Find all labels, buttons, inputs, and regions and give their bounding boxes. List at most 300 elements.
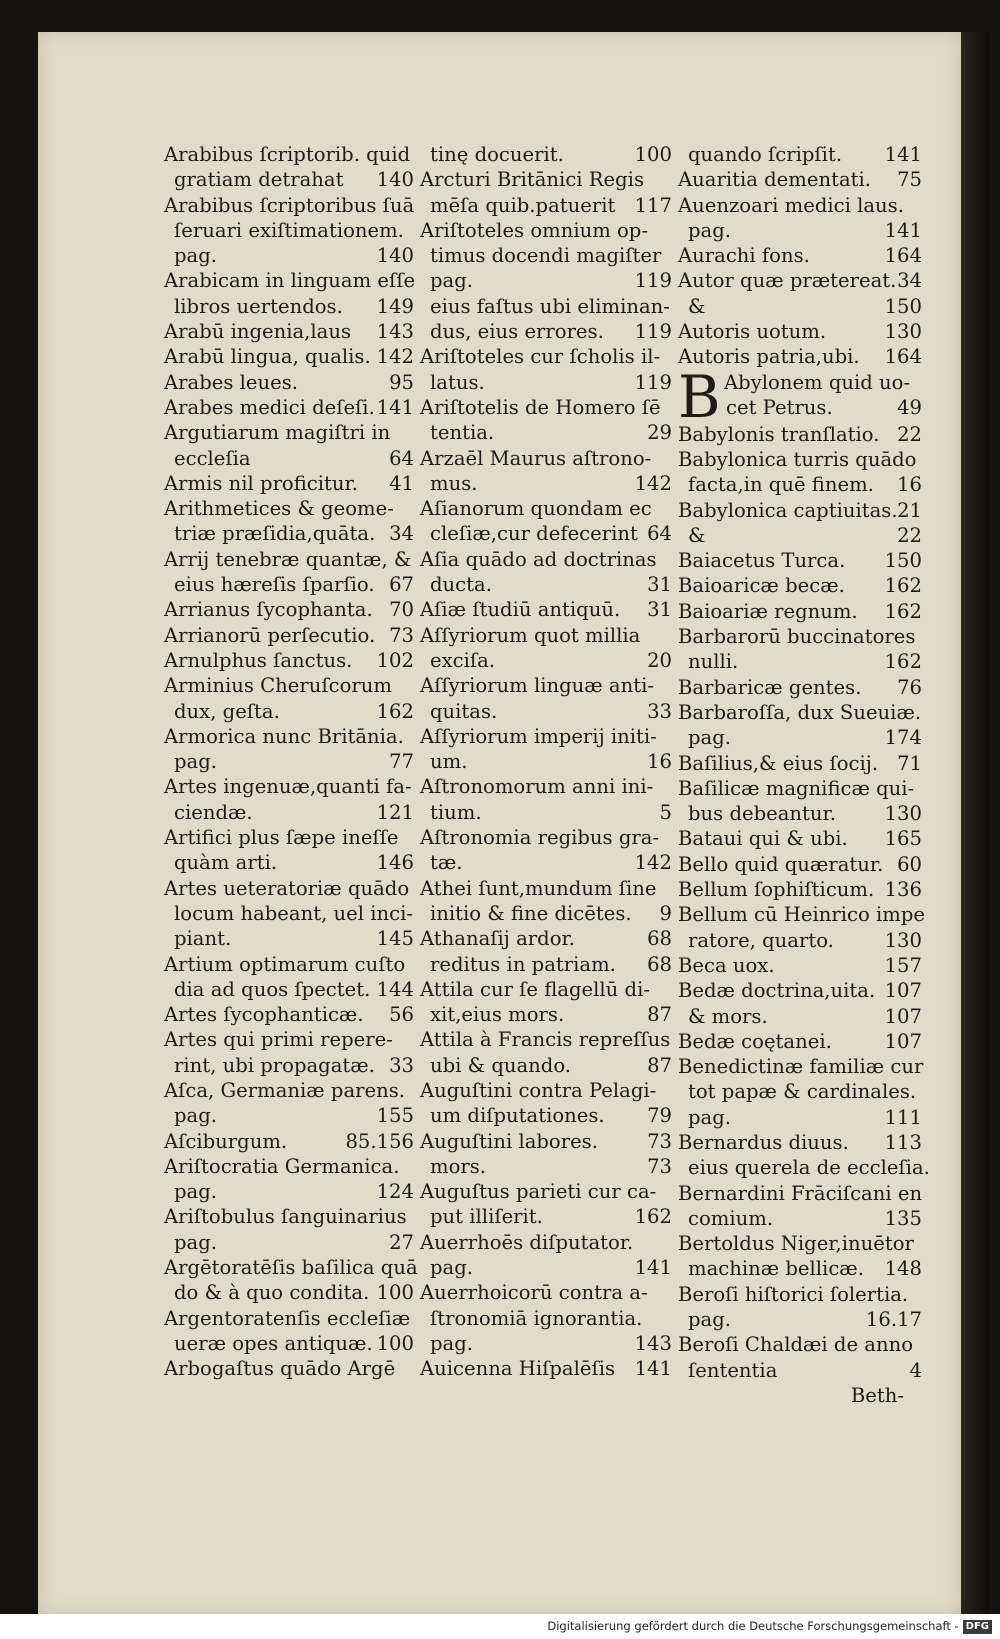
entry-line bbox=[420, 597, 672, 622]
entry-text: Arrianus ſycophanta. bbox=[164, 598, 373, 622]
entry-text: Arzaēl Maurus aſtrono- bbox=[420, 446, 652, 470]
entry-text: gratiam detrahat bbox=[174, 168, 344, 192]
entry-line bbox=[678, 294, 922, 319]
entry-text: dux, geſta. bbox=[174, 699, 280, 723]
entry-text: Auaritia dementati. bbox=[678, 168, 871, 192]
entry-text: Bedæ coętanei. bbox=[678, 1029, 832, 1053]
entry-text: pag. bbox=[174, 1104, 217, 1128]
entry-line bbox=[678, 472, 922, 497]
entry-line bbox=[678, 422, 922, 447]
entry-line bbox=[678, 268, 922, 293]
entry-text: eccleſia bbox=[174, 446, 251, 470]
entry-text: triæ præſidia,quāta. bbox=[174, 522, 376, 546]
page-number: 71 bbox=[897, 751, 922, 775]
entry-text: pag. bbox=[688, 218, 731, 242]
entry-line bbox=[420, 926, 672, 951]
entry-line bbox=[420, 724, 672, 749]
entry-text: nulli. bbox=[688, 650, 739, 674]
entry-text: Bello quid quæratur. bbox=[678, 852, 884, 876]
page-number: 130 bbox=[884, 320, 922, 344]
entry-line bbox=[164, 294, 414, 319]
entry-line bbox=[678, 218, 922, 243]
entry-text: mors. bbox=[430, 1154, 487, 1178]
page-number: 22 bbox=[897, 422, 922, 446]
page-number: 162 bbox=[884, 650, 922, 674]
page-number: 130 bbox=[884, 928, 922, 952]
entry-text: xit,eius mors. bbox=[430, 1003, 565, 1027]
entry-text: mus. bbox=[430, 471, 478, 495]
entry-text: dus, eius errores. bbox=[430, 320, 604, 344]
page-number: 31 bbox=[647, 598, 672, 622]
entry-text: quando ſcripſit. bbox=[688, 143, 843, 166]
entry-line bbox=[678, 953, 922, 978]
page-number: 68 bbox=[647, 927, 672, 951]
page-number: 164 bbox=[884, 244, 922, 268]
entry-line bbox=[164, 572, 414, 597]
page-number: 27 bbox=[389, 1230, 414, 1254]
dropcap-entry bbox=[678, 362, 922, 431]
entry-text: quàm arti. bbox=[174, 851, 278, 875]
catchword: Beth- bbox=[850, 1383, 904, 1407]
entry-line bbox=[678, 1358, 922, 1383]
page-number: 75 bbox=[897, 168, 922, 192]
page-number: 64 bbox=[647, 522, 672, 546]
entry-line bbox=[420, 673, 672, 698]
entry-line bbox=[164, 977, 414, 1002]
entry-line: Abylonem quid uo- bbox=[724, 370, 911, 394]
entry-text: do & à quo condita. bbox=[174, 1281, 370, 1305]
entry-line bbox=[420, 623, 672, 648]
entry-text: Bernardus diuus. bbox=[678, 1130, 849, 1154]
page-number: 107 bbox=[884, 979, 922, 1003]
entry-line bbox=[420, 521, 672, 546]
entry-line bbox=[678, 1256, 922, 1281]
entry-line bbox=[678, 776, 922, 801]
entry-line bbox=[164, 1179, 414, 1204]
entry-line bbox=[420, 294, 672, 319]
page-number: 31 bbox=[647, 573, 672, 597]
page-number: 9 bbox=[659, 901, 672, 925]
entry-line bbox=[164, 395, 414, 420]
entry-text: Arrij tenebræ quantæ, & bbox=[164, 547, 412, 571]
entry-line bbox=[164, 1154, 414, 1179]
footer-text: Digitalisierung gefördert durch die Deutsche Forschungsgemeinschaft - bbox=[547, 1619, 959, 1633]
entry-text: Bernardini Frāciſcani en bbox=[678, 1181, 923, 1205]
entry-line bbox=[164, 142, 414, 167]
page-number: 162 bbox=[634, 1205, 672, 1229]
entry-line bbox=[420, 243, 672, 268]
page-number: 16 bbox=[897, 473, 922, 497]
entry-line bbox=[678, 1079, 922, 1104]
entry-text: Auenzoari medici laus. bbox=[678, 193, 904, 217]
entry-line bbox=[678, 523, 922, 548]
entry-line bbox=[164, 648, 414, 673]
entry-line bbox=[164, 1053, 414, 1078]
entry-line bbox=[420, 167, 672, 192]
entry-line bbox=[678, 1282, 922, 1307]
entry-text: um. bbox=[430, 750, 468, 774]
entry-line bbox=[164, 1230, 414, 1255]
page-number: 70 bbox=[389, 598, 414, 622]
entry-line bbox=[164, 547, 414, 572]
entry-text: initio & fine dicētes. bbox=[430, 901, 632, 925]
entry-line bbox=[678, 1231, 922, 1256]
entry-text: pag. bbox=[430, 1256, 473, 1280]
page-number: 141 bbox=[376, 395, 414, 419]
entry-line bbox=[420, 319, 672, 344]
entry-line bbox=[678, 675, 922, 700]
entry-line bbox=[164, 1103, 414, 1128]
entry-line bbox=[420, 395, 672, 420]
entry-line bbox=[420, 193, 672, 218]
entry-line bbox=[164, 1331, 414, 1356]
entry-line bbox=[420, 446, 672, 471]
entry-line bbox=[420, 420, 672, 445]
page-number: 145 bbox=[376, 927, 414, 951]
page-number: 140 bbox=[376, 168, 414, 192]
entry-line bbox=[420, 977, 672, 1002]
entry-text: Aſca, Germaniæ parens. bbox=[164, 1078, 406, 1102]
entry-text: Arminius Cheruſcorum bbox=[164, 674, 392, 698]
page-number: 87 bbox=[647, 1053, 672, 1077]
entry-text: Beca uox. bbox=[678, 953, 775, 977]
entry-text: Arithmetices & geome- bbox=[164, 497, 394, 521]
entry-text: Attila cur ſe flagellū di- bbox=[420, 977, 650, 1001]
entry-text: Aſiæ ſtudiū antiquū. bbox=[420, 598, 621, 622]
entry-text: Autoris uotum. bbox=[678, 320, 827, 344]
entry-line bbox=[164, 167, 414, 192]
page-number: 117 bbox=[634, 193, 672, 217]
entry-line bbox=[420, 1053, 672, 1078]
entry-line bbox=[420, 749, 672, 774]
page-number: 164 bbox=[884, 345, 922, 369]
entry-text: locum habeant, uel inci- bbox=[174, 901, 413, 925]
entry-line bbox=[164, 1027, 414, 1052]
entry-line bbox=[164, 749, 414, 774]
entry-line bbox=[420, 344, 672, 369]
index-column-3-b-entries bbox=[678, 422, 930, 1383]
entry-text: bus debeantur. bbox=[688, 802, 836, 826]
entry-text: tentia. bbox=[430, 421, 495, 445]
entry-line bbox=[164, 850, 414, 875]
entry-line bbox=[164, 724, 414, 749]
entry-text: put illiſerit. bbox=[430, 1205, 543, 1229]
page-number: 121 bbox=[376, 800, 414, 824]
entry-line bbox=[164, 1204, 414, 1229]
entry-line bbox=[164, 1002, 414, 1027]
entry-line bbox=[164, 623, 414, 648]
page-number: 142 bbox=[634, 471, 672, 495]
page-number: 119 bbox=[634, 269, 672, 293]
entry-text: Argentoratenſis eccleſiæ bbox=[164, 1306, 411, 1330]
entry-text: Arabes leues. bbox=[164, 370, 298, 394]
page-number: 73 bbox=[647, 1154, 672, 1178]
entry-text: pag. bbox=[174, 244, 217, 268]
entry-text: reditus in patriam. bbox=[430, 952, 616, 976]
entry-line bbox=[678, 826, 922, 851]
page-number: 73 bbox=[647, 1129, 672, 1153]
dropcap-letter: B bbox=[678, 362, 721, 431]
entry-text: pag. bbox=[174, 1230, 217, 1254]
entry-text: Arabū lingua, qualis. bbox=[164, 345, 371, 369]
entry-text: Aſianorum quondam ec bbox=[420, 497, 652, 521]
entry-text: & bbox=[688, 294, 706, 318]
page-number: 141 bbox=[884, 218, 922, 242]
entry-text: Barbaroſſa, dux Sueuiæ. bbox=[678, 700, 922, 724]
page-number: 111 bbox=[884, 1105, 922, 1129]
page-number: 33 bbox=[389, 1053, 414, 1077]
entry-text: timus docendi magiſter bbox=[430, 244, 662, 268]
entry-line bbox=[164, 193, 414, 218]
entry-line bbox=[164, 344, 414, 369]
entry-text: Barbarorū buccinatores bbox=[678, 625, 916, 649]
entry-line bbox=[678, 1004, 922, 1029]
page-number: 143 bbox=[376, 320, 414, 344]
entry-text: Aſtronomia regibus gra- bbox=[420, 826, 660, 850]
page-number: 119 bbox=[634, 370, 672, 394]
entry-text: Armis nil proficitur. bbox=[164, 471, 358, 495]
entry-text: Beroſi Chaldæi de anno bbox=[678, 1333, 914, 1357]
entry-text: & mors. bbox=[688, 1004, 768, 1028]
entry-text: Bertoldus Niger,inuētor bbox=[678, 1232, 914, 1256]
entry-text: Auguſtini labores. bbox=[420, 1129, 598, 1153]
entry-line bbox=[420, 876, 672, 901]
entry-line bbox=[164, 319, 414, 344]
page-number: 34 bbox=[389, 522, 414, 546]
entry-line bbox=[678, 167, 922, 192]
entry-text: Argutiarum magiſtri in bbox=[164, 421, 391, 445]
entry-text: Artifici plus ſæpe ineſſe bbox=[164, 826, 399, 850]
entry-text: Artium optimarum cuſto bbox=[164, 952, 406, 976]
entry-text: quitas. bbox=[430, 699, 498, 723]
entry-line bbox=[678, 978, 922, 1003]
entry-text: Benedictinæ familiæ cur bbox=[678, 1055, 924, 1079]
page-number: 56 bbox=[389, 1003, 414, 1027]
entry-line bbox=[420, 1255, 672, 1280]
page-number: 100 bbox=[634, 143, 672, 166]
entry-line bbox=[420, 825, 672, 850]
entry-line bbox=[678, 801, 922, 826]
page-number: 157 bbox=[884, 953, 922, 977]
page-number: 162 bbox=[376, 699, 414, 723]
entry-line bbox=[420, 218, 672, 243]
entry-text: Auguſtini contra Pelagi- bbox=[420, 1078, 657, 1102]
entry-text: tot papæ & cardinales. bbox=[688, 1080, 917, 1104]
page-number: 113 bbox=[884, 1130, 922, 1154]
page-number: 155 bbox=[376, 1104, 414, 1128]
entry-text: pag. bbox=[688, 1105, 731, 1129]
entry-text: & bbox=[688, 523, 706, 547]
entry-line bbox=[164, 1356, 414, 1381]
entry-line bbox=[420, 1129, 672, 1154]
entry-line bbox=[420, 1154, 672, 1179]
entry-text: Aſciburgum. bbox=[164, 1129, 288, 1153]
entry-text: Barbaricæ gentes. bbox=[678, 675, 862, 699]
page-number: 22 bbox=[897, 523, 922, 547]
entry-line bbox=[164, 446, 414, 471]
page-number: 29 bbox=[647, 421, 672, 445]
entry-text: pag. bbox=[174, 1180, 217, 1204]
page-number: 150 bbox=[884, 549, 922, 573]
entry-text: Aſtronomorum anni ini- bbox=[420, 775, 654, 799]
entry-line bbox=[678, 1105, 922, 1130]
entry-text: tinę docuerit. bbox=[430, 143, 564, 166]
entry-line bbox=[420, 1204, 672, 1229]
entry-line bbox=[420, 1230, 672, 1255]
entry-text: Ariſtotelis de Homero ſē bbox=[420, 395, 661, 419]
page-edge bbox=[961, 32, 989, 1614]
page-number: 141 bbox=[634, 1256, 672, 1280]
entry-text: eius querela de eccleſia. bbox=[688, 1156, 930, 1180]
entry-text: Armorica nunc Britānia. bbox=[164, 724, 404, 748]
entry-text: Arrianorū perſecutio. bbox=[164, 623, 376, 647]
page-number: 5 bbox=[659, 800, 672, 824]
entry-text: Arcturi Britānici Regis bbox=[420, 168, 644, 192]
entry-line bbox=[678, 573, 922, 598]
entry-text: tium. bbox=[430, 800, 482, 824]
index-column-2 bbox=[420, 142, 672, 1382]
entry-text: Aſſyriorum quot millia bbox=[420, 623, 641, 647]
entry-text: ſeruari exiſtimationem. bbox=[174, 218, 404, 242]
entry-line bbox=[678, 1181, 922, 1206]
entry-text: Arabū ingenia,laus bbox=[164, 320, 352, 344]
entry-text: ratore, quarto. bbox=[688, 928, 834, 952]
entry-line bbox=[420, 1306, 672, 1331]
page-number: 150 bbox=[884, 294, 922, 318]
entry-line bbox=[420, 1280, 672, 1305]
entry-line bbox=[164, 774, 414, 799]
entry-line bbox=[678, 193, 922, 218]
entry-line bbox=[420, 800, 672, 825]
page-number: 102 bbox=[376, 648, 414, 672]
entry-line bbox=[420, 850, 672, 875]
entry-text: tæ. bbox=[430, 851, 463, 875]
entry-line bbox=[164, 597, 414, 622]
entry-text: Arabibus ſcriptoribus ſuā bbox=[164, 193, 415, 217]
entry-text: cleſiæ,cur defecerint bbox=[430, 522, 638, 546]
index-column-3 bbox=[678, 142, 930, 1408]
entry-line bbox=[678, 447, 922, 472]
entry-line bbox=[678, 599, 922, 624]
entry-text: Athei ſunt,mundum ſine bbox=[420, 876, 657, 900]
entry-text: Arbogaſtus quādo Argē bbox=[164, 1357, 396, 1381]
entry-text: um diſputationes. bbox=[430, 1104, 605, 1128]
entry-line bbox=[164, 800, 414, 825]
entry-line bbox=[420, 471, 672, 496]
entry-text: Artes ſycophanticæ. bbox=[164, 1003, 364, 1027]
page-number: 67 bbox=[389, 573, 414, 597]
page-number: 34 bbox=[897, 269, 922, 293]
entry-text: pag. bbox=[688, 1308, 731, 1332]
entry-text: ſententia bbox=[688, 1358, 778, 1382]
page-number: 68 bbox=[647, 952, 672, 976]
entry-text: rint, ubi propagatæ. bbox=[174, 1053, 375, 1077]
entry-line bbox=[678, 319, 922, 344]
page-number: 77 bbox=[389, 750, 414, 774]
page-number: 41 bbox=[389, 471, 414, 495]
entry-line bbox=[678, 1130, 922, 1155]
entry-line bbox=[420, 496, 672, 521]
page-number: 130 bbox=[884, 802, 922, 826]
entry-text: Baiacetus Turca. bbox=[678, 549, 846, 573]
entry-text: eius hæreſis ſparſio. bbox=[174, 573, 375, 597]
page-number: 162 bbox=[884, 599, 922, 623]
entry-line bbox=[164, 268, 414, 293]
entry-text: Bellum cū Heinrico impe bbox=[678, 903, 925, 927]
entry-text: Baſilius,& eius ſocij. bbox=[678, 751, 879, 775]
entry-text: ſtronomiā ignorantia. bbox=[430, 1306, 643, 1330]
entry-text: Artes qui primi repere- bbox=[164, 1028, 393, 1052]
entry-text: pag. bbox=[688, 726, 731, 750]
page-number: 141 bbox=[634, 1357, 672, 1381]
entry-line bbox=[164, 952, 414, 977]
page-number: 20 bbox=[647, 648, 672, 672]
entry-line bbox=[420, 1002, 672, 1027]
entry-line bbox=[164, 420, 414, 445]
index-column-3-a-entries bbox=[678, 142, 922, 370]
page-number: 16 bbox=[647, 750, 672, 774]
entry-line bbox=[420, 1078, 672, 1103]
entry-line bbox=[420, 572, 672, 597]
page-number: 135 bbox=[884, 1206, 922, 1230]
page-number: 119 bbox=[634, 320, 672, 344]
index-column-1 bbox=[164, 142, 418, 1382]
entry-text: Auicenna Hiſpalēſis bbox=[420, 1357, 616, 1381]
entry-line bbox=[678, 725, 922, 750]
entry-line bbox=[678, 548, 922, 573]
entry-line bbox=[678, 928, 922, 953]
entry-line bbox=[420, 1027, 672, 1052]
entry-line bbox=[678, 1054, 922, 1079]
entry-text: eius faſtus ubi eliminan- bbox=[430, 294, 670, 318]
entry-line bbox=[420, 774, 672, 799]
entry-text: piant. bbox=[174, 927, 232, 951]
entry-line bbox=[678, 877, 922, 902]
page-number: 33 bbox=[647, 699, 672, 723]
entry-line bbox=[678, 852, 922, 877]
entry-line bbox=[164, 1129, 414, 1154]
entry-line bbox=[678, 1307, 922, 1332]
entry-line bbox=[420, 1356, 672, 1381]
page-number: 87 bbox=[647, 1003, 672, 1027]
entry-text: Baioariæ regnum. bbox=[678, 599, 858, 623]
entry-text: Babylonis tranſlatio. bbox=[678, 422, 880, 446]
entry-text: Ariſtocratia Germanica. bbox=[164, 1154, 400, 1178]
page-number: 107 bbox=[884, 1004, 922, 1028]
entry-text: Arabicam in linguam eſſe bbox=[164, 269, 416, 293]
entry-text: Bedæ doctrina,uita. bbox=[678, 979, 876, 1003]
entry-text: Bataui qui & ubi. bbox=[678, 827, 848, 851]
page-number: 141 bbox=[884, 143, 922, 166]
entry-text: mēſa quib.patuerit bbox=[430, 193, 616, 217]
page-number: 162 bbox=[884, 574, 922, 598]
entry-text: pag. bbox=[430, 1331, 473, 1355]
entry-line bbox=[164, 926, 414, 951]
entry-line bbox=[678, 1155, 930, 1180]
entry-line bbox=[420, 699, 672, 724]
page-number: 79 bbox=[647, 1104, 672, 1128]
entry-text: Aurachi fons. bbox=[678, 244, 810, 268]
entry-line bbox=[164, 1255, 418, 1280]
entry-text: ciendæ. bbox=[174, 800, 253, 824]
entry-line bbox=[420, 1103, 672, 1128]
entry-line bbox=[678, 624, 922, 649]
entry-text: pag. bbox=[174, 750, 217, 774]
entry-text: Auguſtus parieti cur ca- bbox=[420, 1180, 657, 1204]
page-number: 85.156 bbox=[345, 1129, 414, 1153]
entry-text: ducta. bbox=[430, 573, 492, 597]
entry-text: libros uertendos. bbox=[174, 294, 343, 318]
